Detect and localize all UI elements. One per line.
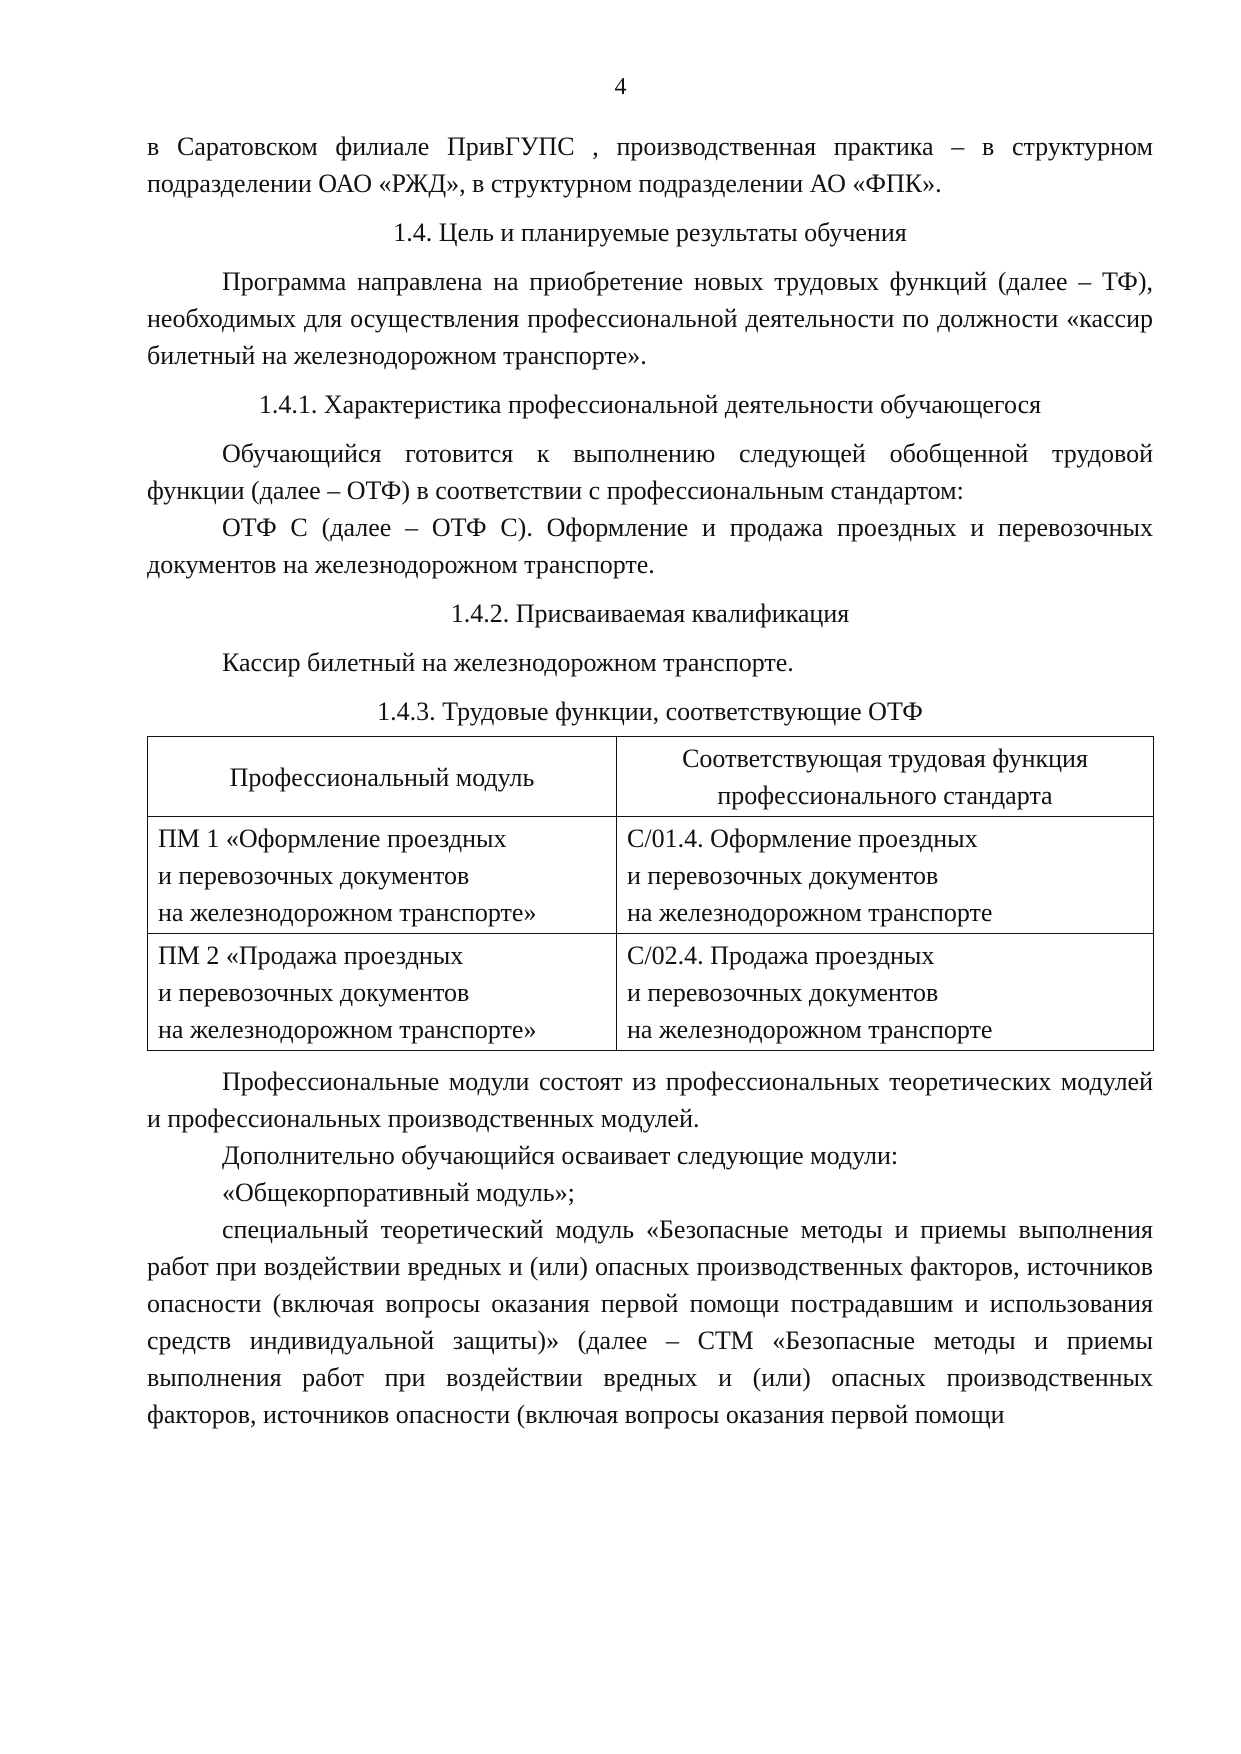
cell-line: С/02.4. Продажа проездных <box>627 941 935 970</box>
page-number: 4 <box>614 74 627 100</box>
qualification-paragraph: Кассир билетный на железнодорожном транспорте. <box>222 648 794 677</box>
cell-line: на железнодорожном транспорте» <box>158 1015 537 1044</box>
section-heading-1-4-2: 1.4.2. Присваиваемая квалификация <box>450 599 850 628</box>
table-cell-module <box>148 934 617 1051</box>
cell-line: и перевозочных документов <box>158 978 470 1007</box>
table-header-row <box>148 737 1154 817</box>
cell-line: ПМ 2 «Продажа проездных <box>158 941 464 970</box>
cell-line: и перевозочных документов <box>627 861 939 890</box>
section-heading-1-4-3: 1.4.3. Трудовые функции, соответствующие ОТФ <box>377 697 923 726</box>
additional-modules-paragraph: Дополнительно обучающийся осваивает следующие модули: <box>222 1141 899 1170</box>
goal-paragraph: Программа направлена на приобретение новых трудовых функций (далее – ТФ), необходимых для осуществления профессиональной деятельности по должности «кассир билетный на железнодорожном транспорте». <box>147 267 1153 370</box>
cell-line: С/01.4. Оформление проездных <box>627 824 978 853</box>
modules-paragraph: Профессиональные модули состоят из профессиональных теоретических модулей и профессиональных производственных модулей. <box>147 1067 1153 1133</box>
header-line: Соответствующая трудовая функция <box>682 744 1088 773</box>
otf-c-paragraph: ОТФ С (далее – ОТФ С). Оформление и продажа проездных и перевозочных документов на железнодорожном транспорте. <box>147 513 1153 579</box>
otf-paragraph: Обучающийся готовится к выполнению следующей обобщенной трудовой функции (далее – ОТФ) в соответствии с профессиональным стандартом: <box>147 439 1153 505</box>
cell-line: и перевозочных документов <box>158 861 470 890</box>
header-line: Профессиональный модуль <box>229 762 535 792</box>
cell-line: на железнодорожном транспорте <box>627 898 993 927</box>
cell-line: и перевозочных документов <box>627 978 939 1007</box>
section-heading-1-4: 1.4. Цель и планируемые результаты обучения <box>393 218 907 247</box>
table-row <box>148 934 1154 1051</box>
labor-functions-table <box>147 736 1154 1051</box>
table-header-function <box>617 737 1154 817</box>
table-cell-module <box>148 817 617 934</box>
table-header-module <box>148 737 617 817</box>
cell-line: ПМ 1 «Оформление проездных <box>158 824 507 853</box>
table-cell-function <box>617 934 1154 1051</box>
intro-paragraph: в Саратовском филиале ПривГУПС , производственная практика – в структурном подразделении ОАО «РЖД», в структурном подразделении АО «ФПК». <box>147 132 1153 198</box>
corporate-module-item: «Общекорпоративный модуль»; <box>222 1178 575 1207</box>
document-body <box>147 128 1153 1433</box>
cell-line: на железнодорожном транспорте» <box>158 898 537 927</box>
table-row <box>148 817 1154 934</box>
section-heading-1-4-1: 1.4.1. Характеристика профессиональной деятельности обучающегося <box>258 390 1042 419</box>
safety-module-item: специальный теоретический модуль «Безопасные методы и приемы выполнения работ при воздействии вредных и (или) опасных производственных факторов, источников опасности (включая вопросы оказания первой помощи пострадавшим и использования средств индивидуальной защиты)» (далее – СТМ «Безопасные методы и приемы выполнения работ при воздействии вредных и (или) опасных производственных факторов, источников опасности (включая вопросы оказания первой помощи <box>147 1215 1153 1429</box>
header-line: профессионального стандарта <box>717 781 1053 810</box>
table-cell-function <box>617 817 1154 934</box>
cell-line: на железнодорожном транспорте <box>627 1015 993 1044</box>
